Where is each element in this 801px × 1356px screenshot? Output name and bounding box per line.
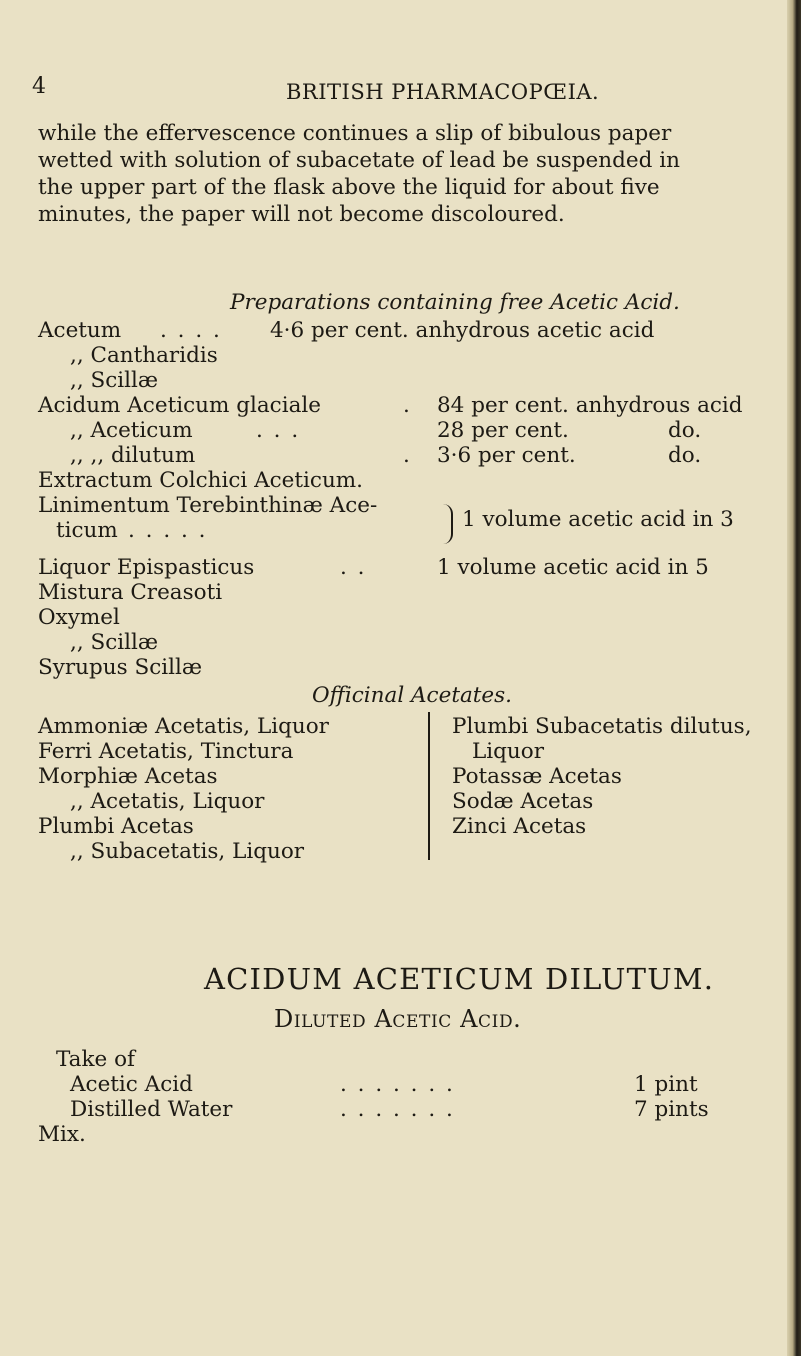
prep-name: Oxymel bbox=[38, 605, 120, 630]
take-of-label: Take of bbox=[56, 1047, 135, 1072]
prep-name: Mistura Creasoti bbox=[38, 580, 223, 605]
prep-value: 1 volume acetic acid in 5 bbox=[437, 555, 709, 580]
acetate-item: Plumbi Acetas bbox=[38, 814, 194, 839]
prep-name: ,, Aceticum bbox=[70, 418, 193, 443]
acetate-item: Ferri Acetatis, Tinctura bbox=[38, 739, 294, 764]
intro-paragraph bbox=[38, 120, 768, 228]
prep-value: 4·6 per cent. anhydrous acetic acid bbox=[270, 318, 655, 343]
acetate-item: ,, Subacetatis, Liquor bbox=[70, 839, 305, 864]
ingredient-amount: 1 pint bbox=[634, 1072, 698, 1097]
ingredient-name: Distilled Water bbox=[70, 1097, 233, 1122]
prep-leader: . . . . bbox=[160, 318, 222, 343]
prep-name: Extractum Colchici Aceticum. bbox=[38, 468, 364, 493]
acetate-item: Ammoniæ Acetatis, Liquor bbox=[38, 714, 329, 739]
prep-name: ,, Cantharidis bbox=[70, 343, 218, 368]
prep-leader: . . . bbox=[256, 418, 301, 443]
prep-value: 28 per cent. bbox=[437, 418, 569, 443]
paragraph-line: minutes, the paper will not become discoloured. bbox=[38, 202, 565, 227]
prep-name: ,, Scillæ bbox=[70, 630, 159, 655]
preparations-title: Preparations containing free Acetic Acid. bbox=[230, 290, 680, 315]
acetate-item: Morphiæ Acetas bbox=[38, 764, 218, 789]
prep-name: ,, ,, dilutum bbox=[70, 443, 196, 468]
acetate-item: Potassæ Acetas bbox=[452, 764, 622, 789]
prep-leader: . . . . . bbox=[128, 518, 208, 543]
prep-leader: . bbox=[403, 393, 412, 418]
prep-name: Syrupus Scillæ bbox=[38, 655, 203, 680]
monograph-subtitle: Diluted Acetic Acid. bbox=[274, 1005, 522, 1033]
paragraph-line: while the effervescence continues a slip of bibulous paper bbox=[38, 121, 672, 146]
page-edge-shadow bbox=[787, 0, 801, 1356]
prep-extra: do. bbox=[668, 443, 702, 468]
ingredient-amount: 7 pints bbox=[634, 1097, 709, 1122]
monograph-title: ACIDUM ACETICUM DILUTUM. bbox=[204, 962, 715, 996]
paragraph-line: wetted with solution of subacetate of lead be suspended in bbox=[38, 148, 680, 173]
mix-instruction: Mix. bbox=[38, 1122, 86, 1147]
acetate-item: Liquor bbox=[472, 739, 544, 764]
ingredient-leader: . . . . . . . bbox=[340, 1097, 455, 1122]
prep-name: Linimentum Terebinthinæ Ace- bbox=[38, 493, 378, 518]
brace-bracket bbox=[443, 504, 453, 544]
prep-value: 84 per cent. anhydrous acid bbox=[437, 393, 743, 418]
acetate-item: ,, Acetatis, Liquor bbox=[70, 789, 265, 814]
paragraph-line: the upper part of the flask above the liquid for about five bbox=[38, 175, 660, 200]
ingredient-leader: . . . . . . . bbox=[340, 1072, 455, 1097]
official-acetates-title: Officinal Acetates. bbox=[312, 683, 513, 708]
column-divider bbox=[428, 712, 430, 860]
prep-value: 1 volume acetic acid in 3 bbox=[462, 507, 734, 532]
acetate-item: Plumbi Subacetatis dilutus, bbox=[452, 714, 752, 739]
acetate-item: Sodæ Acetas bbox=[452, 789, 594, 814]
running-head: BRITISH PHARMACOPŒIA. bbox=[286, 80, 600, 104]
prep-name: ,, Scillæ bbox=[70, 368, 159, 393]
prep-leader: . . bbox=[340, 555, 367, 580]
page-number: 4 bbox=[32, 74, 46, 99]
prep-extra: do. bbox=[668, 418, 702, 443]
prep-value: 3·6 per cent. bbox=[437, 443, 576, 468]
prep-leader: . bbox=[403, 443, 412, 468]
acetate-item: Zinci Acetas bbox=[452, 814, 587, 839]
prep-name: Acetum bbox=[38, 318, 122, 343]
prep-name: ticum bbox=[56, 518, 118, 543]
prep-name: Liquor Epispasticus bbox=[38, 555, 255, 580]
ingredient-name: Acetic Acid bbox=[70, 1072, 193, 1097]
prep-name: Acidum Aceticum glaciale bbox=[38, 393, 321, 418]
